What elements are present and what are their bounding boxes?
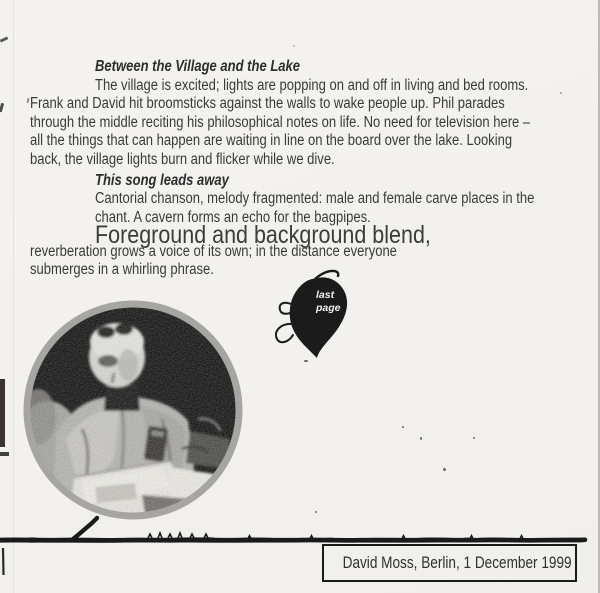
dust-speck [473, 437, 475, 439]
text-line: back, the village lights burn and flicker while we dive. [30, 150, 335, 168]
circular-photo [22, 299, 244, 521]
text-line: Frank and David hit broomsticks against the walls to wake people up. Phil parades [30, 95, 505, 112]
leaf-tendril-lower [276, 324, 293, 342]
dust-speck [443, 468, 446, 471]
section-song-leads-away [30, 172, 595, 227]
section-heading: This song leads away [95, 172, 229, 189]
text-line: submerges in a whirling phrase. [30, 261, 214, 278]
text-line: through the middle reciting his philosophical notes on life. No need for television here – [30, 113, 531, 131]
connector-stroke [72, 518, 97, 540]
dust-speck [293, 45, 295, 47]
scan-mark [0, 452, 9, 456]
text-line: chant. A cavern forms an echo for the bagpipes. [95, 208, 371, 226]
section-village-lake [30, 58, 595, 169]
scan-mark [27, 98, 30, 103]
scan-mark [0, 379, 5, 447]
scan-mark [0, 103, 4, 112]
emphasis-line: Foreground and background blend, [95, 221, 431, 249]
dust-speck [315, 511, 317, 513]
credit-text: David Moss, Berlin, 1 December 1999 [342, 553, 572, 572]
text-line: reverberation grows a voice of its own; in the distance everyone [30, 243, 397, 260]
scan-edge-left [13, 0, 14, 593]
marker-label-line2: page [316, 302, 341, 314]
marker-label-line1: last [316, 289, 335, 301]
dust-speck [560, 92, 562, 94]
text-line: Cantorial chanson, melody fragmented: male and female carve places in the [95, 190, 535, 208]
text-line: The village is excited; lights are popping on and off in living and bed rooms. [95, 76, 529, 94]
dust-speck [420, 437, 422, 440]
section-heading: Between the Village and the Lake [95, 58, 301, 75]
last-page-marker [270, 268, 360, 368]
left-edge-tail [3, 548, 4, 575]
dust-speck [402, 426, 404, 428]
text-line: all the things that can happen are waiting in line on the board over the lake. Looking [30, 132, 513, 149]
scan-mark [0, 36, 8, 42]
credit-box [322, 544, 577, 582]
photo-content [22, 299, 244, 521]
